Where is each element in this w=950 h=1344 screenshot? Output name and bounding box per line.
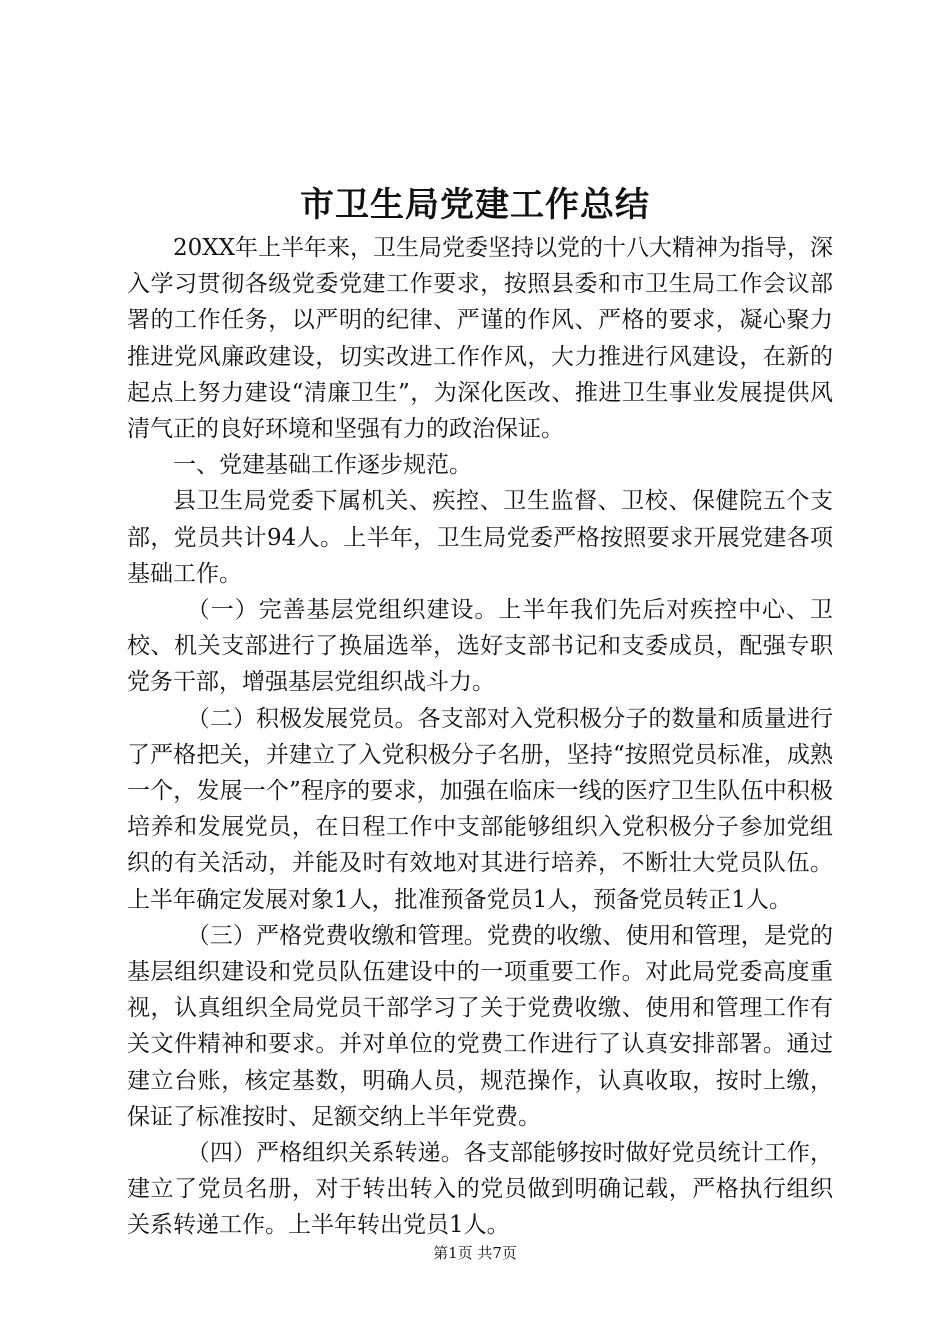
- page-footer: 第1页 共7页: [433, 1244, 517, 1262]
- paragraph-item-1: （一）完善基层党组织建设。上半年我们先后对疾控中心、卫校、机关支部进行了换届选举，选好支部书记和支委成员，配强专职党务干部，增强基层党组织战斗力。: [127, 597, 833, 696]
- paragraph-item-4: （四）严格组织关系转递。各支部能够按时做好党员统计工作，建立了党员名册，对于转出转入的党员做到明确记载，严格执行组织关系转递工作。上半年转出党员1人。: [127, 1140, 833, 1239]
- paragraph-branches: 县卫生局党委下属机关、疾控、卫生监督、卫校、保健院五个支部，党员共计94人。上半年，卫生局党委严格按照要求开展党建各项基础工作。: [127, 488, 833, 587]
- section-heading-1: 一、党建基础工作逐步规范。: [173, 452, 472, 479]
- paragraph-item-3: （三）严格党费收缴和管理。党费的收缴、使用和管理，是党的基层组织建设和党员队伍建设中的一项重要工作。对此局党委高度重视，认真组织全局党员干部学习了关于党费收缴、使用和管理工作有关文件精神和要求。并对单位的党费工作进行了认真安排部署。通过建立台账，核定基数，明确人员，规范操作，认真收取，按时上缴，保证了标准按时、足额交纳上半年党费。: [127, 922, 833, 1130]
- paragraph-item-2: （二）积极发展党员。各支部对入党积极分子的数量和质量进行了严格把关，并建立了入党积极分子名册，坚持“按照党员标准，成熟一个，发展一个”程序的要求，加强在临床一线的医疗卫生队伍中积极培养和发展党员，在日程工作中支部能够组织入党积极分子参加党组织的有关活动，并能及时有效地对其进行培养，不断壮大党员队伍。上半年确定发展对象1人，批准预备党员1人，预备党员转正1人。: [127, 705, 833, 913]
- document-body: [127, 230, 833, 1244]
- document-title: 市卫生局党建工作总结: [300, 185, 650, 225]
- paragraph-intro: 20XX年上半年来，卫生局党委坚持以党的十八大精神为指导，深入学习贯彻各级党委党建工作要求，按照县委和市卫生局工作会议部署的工作任务，以严明的纪律、严谨的作风、严格的要求，凝心聚力推进党风廉政建设，切实改进工作作风，大力推进行风建设，在新的起点上努力建设“清廉卫生”，为深化医改、推进卫生事业发展提供风清气正的良好环境和坚强有力的政治保证。: [127, 235, 834, 443]
